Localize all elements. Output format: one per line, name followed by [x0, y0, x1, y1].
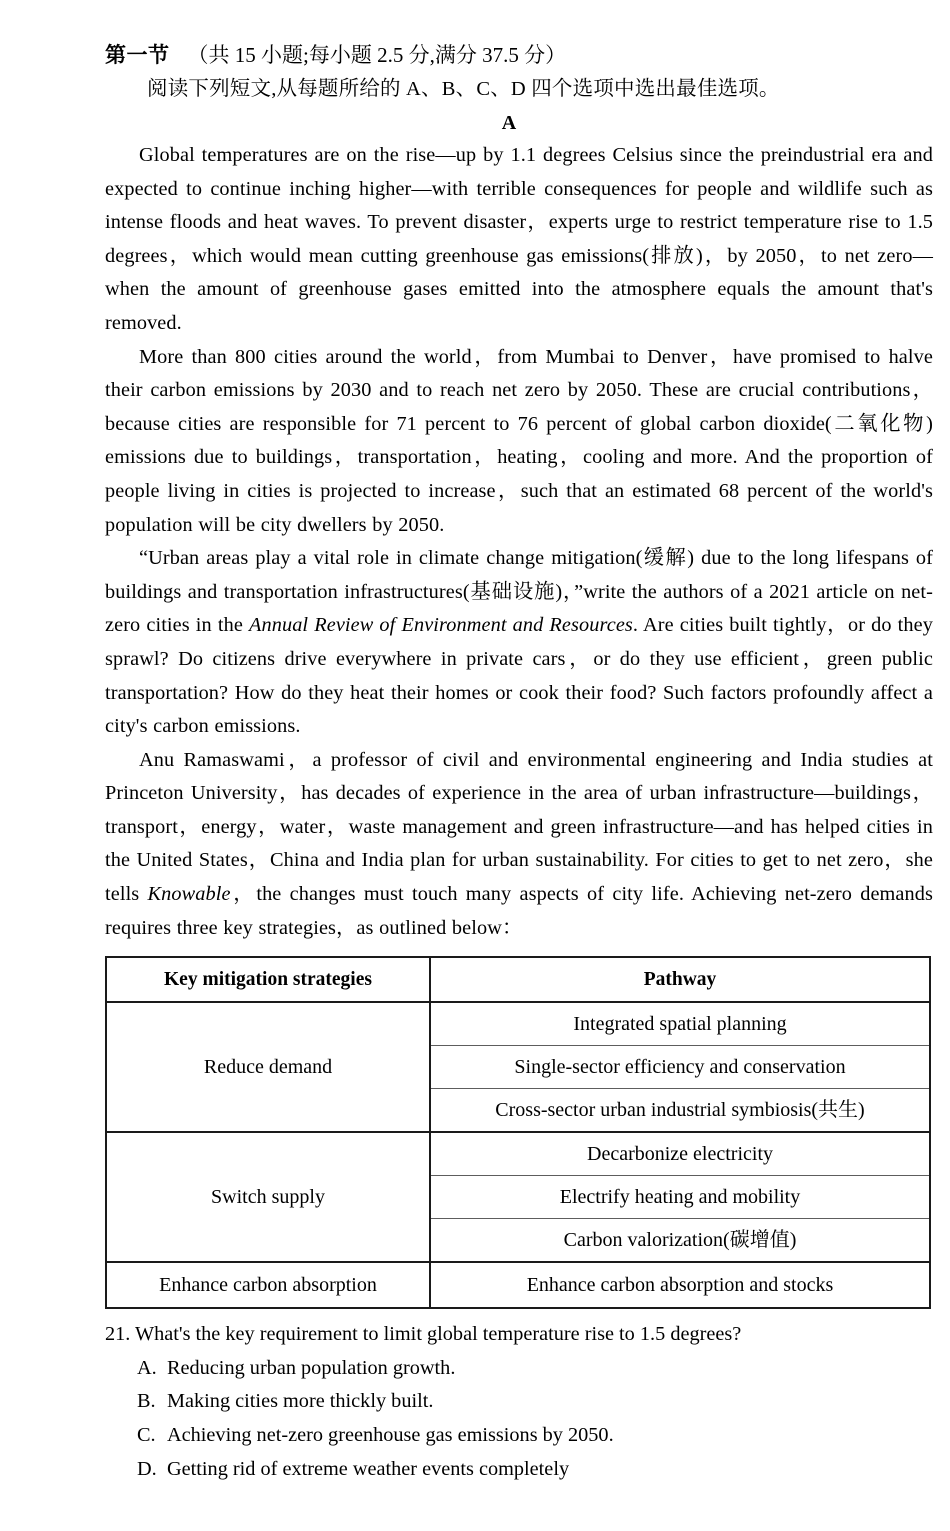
question-number: 21. — [105, 1323, 131, 1346]
pathway-cell: Single-sector efficiency and conservation — [430, 1046, 930, 1089]
option-c[interactable] — [105, 1419, 933, 1453]
instruction-line: 阅读下列短文,从每题所给的 A、B、C、D 四个选项中选出最佳选项。 — [147, 78, 780, 100]
journal-title: Annual Review of Environment and Resources — [248, 614, 633, 637]
strategy-enhance-absorption: Enhance carbon absorption — [106, 1262, 430, 1308]
passage-paragraph-1: Global temperatures are on the rise—up by 1.1 degrees Celsius since the preindustrial era and expected to continue inching higher—with terrible consequences for people and wildlife such as intense floods and heat waves. To prevent disaster，experts urge to restrict temperature rise to 1.5 degrees，which would mean cutting greenhouse gas emissions(排放)，by 2050，to net zero—when the amount of greenhouse gases emitted into the atmosphere equals the amount that's removed. — [105, 144, 933, 334]
passage-paragraph-4 — [105, 744, 933, 946]
option-a[interactable] — [105, 1352, 933, 1386]
option-b[interactable] — [105, 1385, 933, 1419]
option-text: Getting rid of extreme weather events completely — [167, 1457, 570, 1480]
table-row — [106, 1132, 930, 1176]
question-text: What's the key requirement to limit global temperature rise to 1.5 degrees? — [135, 1323, 742, 1346]
para4-text-a: Anu Ramaswami，a professor of civil and environmental engineering and India studies at Princeton University，has decades of experience in the area of urban infrastructure—buildings，transport，energy，water，waste management and green infrastructure—and has helped cities in the United States，China and India plan for urban sustainability. For cities to get to net zero，she tells — [105, 748, 933, 906]
table-header-pathway: Pathway — [430, 957, 930, 1002]
section-label: 第一节 — [105, 43, 170, 67]
pathway-cell: Enhance carbon absorption and stocks — [430, 1262, 930, 1308]
section-meta: （共 15 小题;每小题 2.5 分,满分 37.5 分） — [187, 43, 567, 67]
table-row — [106, 1002, 930, 1046]
table-row — [106, 1262, 930, 1308]
question-stem — [105, 1318, 933, 1352]
passage-paragraph-2: More than 800 cities around the world，from Mumbai to Denver，have promised to halve their carbon emissions by 2030 and to reach net zero by 2050. These are crucial contributions，because cities are responsible for 71 percent to 76 percent of global carbon dioxide(二氧化物) emissions due to buildings，transportation，heating，cooling and more. And the proportion of people living in cities is projected to increase，such that an estimated 68 percent of the world's population will be city dwellers by 2050. — [105, 345, 933, 536]
option-letter: A. — [137, 1356, 157, 1379]
para3-text-b: . Are cities built tightly，or do they sprawl? Do citizens drive everywhere in private cars，or do they use efficient，green public transportation? How do they heat their homes or cook their food? Such factors profoundly affect a city's carbon emissions. — [105, 614, 933, 738]
strategy-switch-supply: Switch supply — [106, 1132, 430, 1262]
section-heading — [105, 38, 933, 72]
table-header-row — [106, 957, 930, 1002]
mitigation-strategies-table — [105, 956, 931, 1309]
option-text: Making cities more thickly built. — [167, 1390, 434, 1413]
option-text: Achieving net-zero greenhouse gas emissions by 2050. — [167, 1424, 614, 1447]
passage-letter: A — [501, 112, 517, 134]
passage-paragraph-3 — [105, 542, 933, 744]
pathway-cell: Electrify heating and mobility — [430, 1176, 930, 1219]
option-letter: D. — [137, 1457, 157, 1480]
question-block-21 — [105, 1318, 933, 1486]
para4-text-b: ，the changes must touch many aspects of city life. Achieving net-zero demands requires three key strategies，as outlined below： — [105, 883, 933, 939]
option-d[interactable] — [105, 1453, 933, 1487]
pathway-cell: Integrated spatial planning — [430, 1002, 930, 1046]
pathway-cell: Carbon valorization(碳增值) — [430, 1219, 930, 1263]
option-text: Reducing urban population growth. — [167, 1356, 456, 1379]
page-content — [105, 38, 933, 1486]
para3-text-a: “Urban areas play a vital role in climate change mitigation(缓解) due to the long lifespans of buildings and transportation infrastructures(基础设施)，”write the authors of a 2021 article on net-zero cities in the — [105, 547, 933, 637]
pathway-cell: Cross-sector urban industrial symbiosis(共生) — [430, 1089, 930, 1133]
publication-title: Knowable — [147, 883, 231, 906]
table-header-strategies: Key mitigation strategies — [106, 957, 430, 1002]
mitigation-table-wrapper — [105, 956, 931, 1309]
option-letter: B. — [137, 1390, 156, 1413]
pathway-cell: Decarbonize electricity — [430, 1132, 930, 1176]
option-letter: C. — [137, 1424, 156, 1447]
strategy-reduce-demand: Reduce demand — [106, 1002, 430, 1132]
